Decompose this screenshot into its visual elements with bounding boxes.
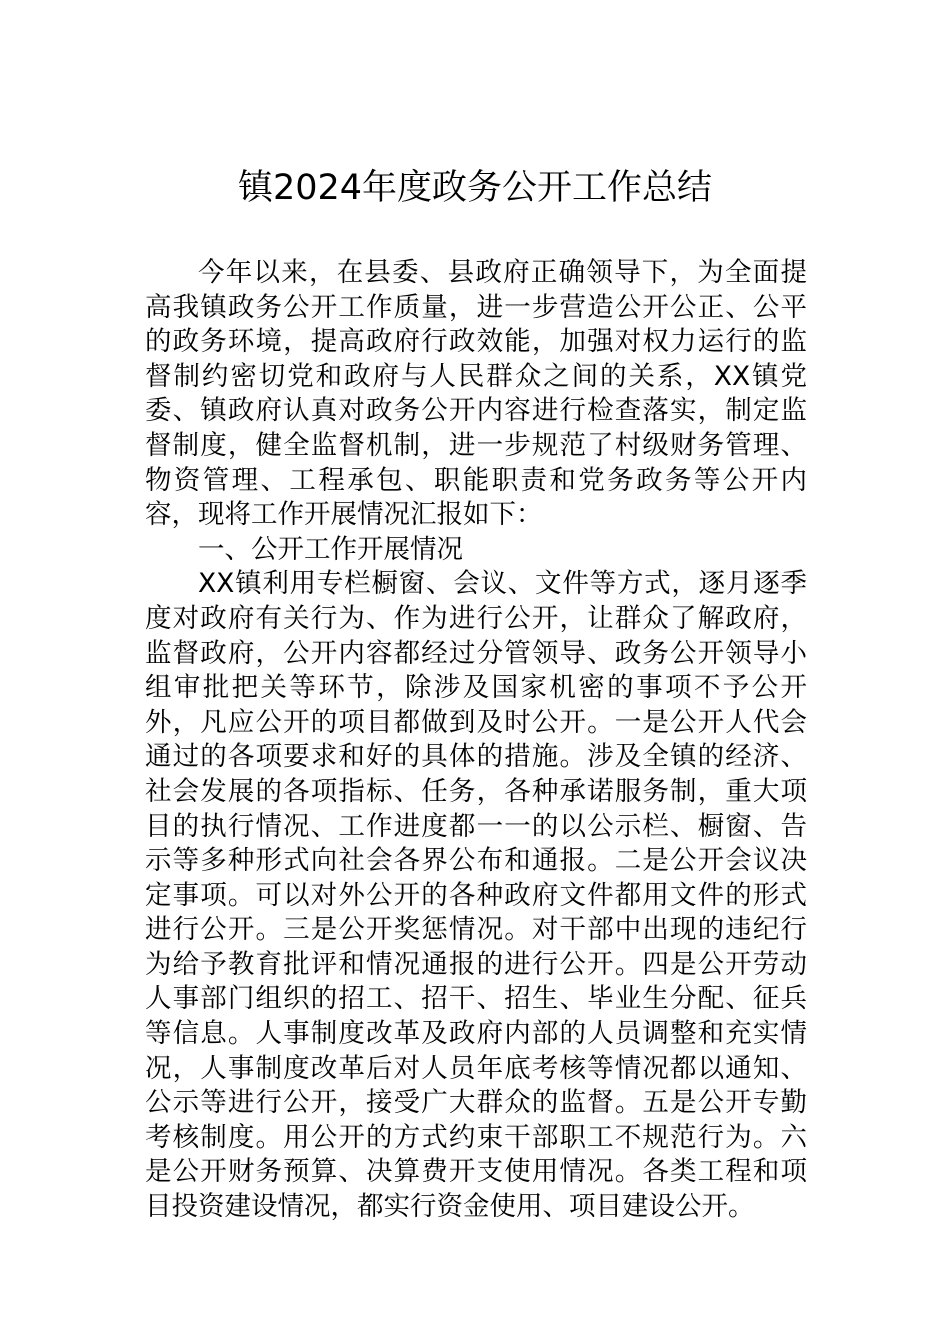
intro-paragraph: 今年以来，在县委、县政府正确领导下，为全面提高我镇政务公开工作质量，进一步营造公开公正、公平的政务环境，提高政府行政效能，加强对权力运行的监督制约密切党和政府与人民群众之间的关系，XX镇党委、镇政府认真对政务公开内容进行检查落实，制定监督制度，健全监督机制，进一步规范了村级财务管理、物资管理、工程承包、职能职责和党务政务等公开内容，现将工作开展情况汇报如下： [145,257,807,531]
section-heading: 一、公开工作开展情况 [198,533,463,565]
section-paragraph: XX镇利用专栏橱窗、会议、文件等方式，逐月逐季度对政府有关行为、作为进行公开，让群众了解政府，监督政府，公开内容都经过分管领导、政务公开领导小组审批把关等环节，除涉及国家机密的事项不予公开外，凡应公开的项目都做到及时公开。一是公开人代会通过的各项要求和好的具体的措施。涉及全镇的经济、社会发展的各项指标、任务，各种承诺服务制，重大项目的执行情况、工作进度都一一的以公示栏、橱窗、告示等多种形式向社会各界公布和通报。二是公开会议决定事项。可以对外公开的各种政府文件都用文件的形式进行公开。三是公开奖惩情况。对干部中出现的违纪行为给予教育批评和情况通报的进行公开。四是公开劳动人事部门组织的招工、招干、招生、毕业生分配、征兵等信息。人事制度改革及政府内部的人员调整和充实情况，人事制度改革后对人员年底考核等情况都以通知、公示等进行公开，接受广大群众的监督。五是公开专勤考核制度。用公开的方式约束干部职工不规范行为。六是公开财务预算、决算费开支使用情况。各类工程和项目投资建设情况，都实行资金使用、项目建设公开。 [145,568,807,1223]
document-title: 镇2024年度政务公开工作总结 [237,168,713,208]
document-body [145,256,807,1225]
